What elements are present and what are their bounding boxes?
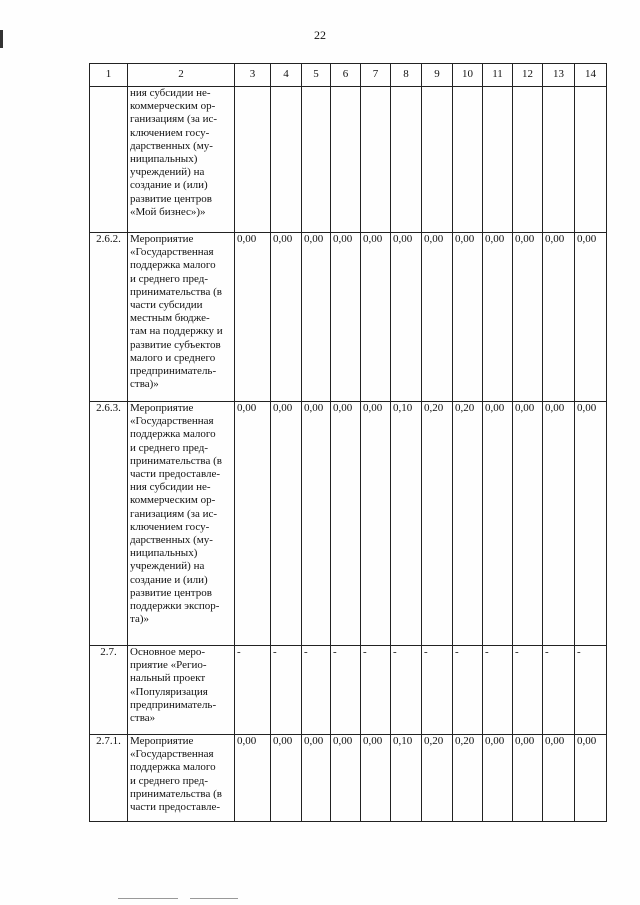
row-code	[90, 87, 128, 233]
value-cell: 0,00	[235, 402, 271, 646]
row-code: 2.7.	[90, 646, 128, 735]
table-row	[90, 233, 607, 402]
value-cell	[235, 87, 271, 233]
value-cell: 0,00	[575, 735, 607, 822]
description-line: принимательства (в	[130, 787, 222, 800]
description-line: местным бюдже-	[130, 312, 210, 325]
row-code: 2.7.1.	[90, 735, 128, 822]
description-line: ства»	[130, 712, 156, 725]
description-line: ганизациям (за ис-	[130, 113, 218, 126]
value-cell: 0,00	[513, 233, 543, 402]
value-cell: 0,00	[331, 233, 361, 402]
description-line: малого и среднего	[130, 351, 216, 364]
description-line: и среднего пред-	[130, 441, 208, 454]
value-cell: 0,00	[302, 402, 331, 646]
value-cell: 0,20	[453, 735, 483, 822]
value-cell: -	[422, 646, 453, 735]
description-line: там на поддержку и	[130, 325, 223, 338]
description-line: части субсидии	[130, 299, 203, 312]
value-cell: -	[453, 646, 483, 735]
description-line: создание и (или)	[130, 573, 208, 586]
scan-footer-rule	[190, 898, 238, 899]
value-cell: 0,00	[575, 402, 607, 646]
value-cell: 0,00	[483, 735, 513, 822]
description-line: «Популяризация	[130, 685, 208, 698]
row-code: 2.6.3.	[90, 402, 128, 646]
value-cell	[271, 87, 302, 233]
description-line: ния субсидии не-	[130, 87, 211, 99]
value-cell: 0,00	[361, 402, 391, 646]
header-cell: 12	[513, 64, 543, 87]
header-cell: 2	[128, 64, 235, 87]
header-cell: 7	[361, 64, 391, 87]
value-cell: 0,10	[391, 402, 422, 646]
row-code: 2.6.2.	[90, 233, 128, 402]
value-cell	[513, 87, 543, 233]
value-cell: 0,00	[513, 402, 543, 646]
value-cell: -	[302, 646, 331, 735]
row-description	[128, 87, 235, 233]
value-cell: 0,00	[302, 233, 331, 402]
value-cell: 0,00	[543, 233, 575, 402]
header-cell: 5	[302, 64, 331, 87]
description-line: ниципальных)	[130, 547, 198, 560]
value-cell	[331, 87, 361, 233]
value-cell: -	[391, 646, 422, 735]
description-line: поддержка малого	[130, 259, 216, 272]
value-cell: -	[575, 646, 607, 735]
description-line: нальный проект	[130, 672, 206, 685]
value-cell	[483, 87, 513, 233]
value-cell	[361, 87, 391, 233]
value-cell: 0,00	[271, 402, 302, 646]
table-row	[90, 735, 607, 822]
description-line: развитие центров	[130, 192, 212, 205]
description-line: принимательства (в	[130, 454, 222, 467]
description-line: учреждений) на	[130, 166, 205, 179]
value-cell: 0,00	[453, 233, 483, 402]
description-line: Мероприятие	[130, 402, 194, 414]
value-cell: 0,00	[513, 735, 543, 822]
value-cell: 0,00	[543, 402, 575, 646]
value-cell: -	[483, 646, 513, 735]
value-cell: -	[235, 646, 271, 735]
value-cell: 0,00	[422, 233, 453, 402]
description-line: Мероприятие	[130, 735, 194, 747]
description-line: предприниматель-	[130, 698, 217, 711]
page-number: 22	[314, 28, 326, 42]
header-cell: 3	[235, 64, 271, 87]
header-cell: 1	[90, 64, 128, 87]
value-cell: 0,00	[543, 735, 575, 822]
header-cell: 6	[331, 64, 361, 87]
description-line: дарственных (му-	[130, 139, 213, 152]
value-cell: 0,00	[483, 233, 513, 402]
description-line: части предоставле-	[130, 468, 221, 481]
header-cell: 8	[391, 64, 422, 87]
value-cell: 0,00	[302, 735, 331, 822]
row-description	[128, 735, 235, 822]
value-cell: 0,00	[575, 233, 607, 402]
header-cell: 10	[453, 64, 483, 87]
value-cell: 0,00	[235, 735, 271, 822]
description-line: та)»	[130, 613, 149, 626]
table-row	[90, 402, 607, 646]
header-cell: 13	[543, 64, 575, 87]
description-line: развитие субъектов	[130, 338, 221, 351]
budget-table	[89, 63, 607, 822]
value-cell	[302, 87, 331, 233]
description-line: и среднего пред-	[130, 774, 208, 787]
value-cell	[453, 87, 483, 233]
header-row	[90, 64, 607, 87]
description-line: «Государственная	[130, 246, 214, 259]
value-cell: 0,00	[391, 233, 422, 402]
header-cell: 11	[483, 64, 513, 87]
description-line: ганизациям (за ис-	[130, 507, 218, 520]
value-cell: 0,00	[331, 735, 361, 822]
value-cell: 0,00	[483, 402, 513, 646]
description-line: поддержки экспор-	[130, 600, 220, 613]
value-cell: -	[543, 646, 575, 735]
header-cell: 9	[422, 64, 453, 87]
description-line: ства)»	[130, 378, 159, 391]
description-line: дарственных (му-	[130, 534, 213, 547]
value-cell: 0,20	[422, 402, 453, 646]
table-row	[90, 87, 607, 233]
description-line: развитие центров	[130, 586, 212, 599]
description-line: приятие «Регио-	[130, 659, 207, 672]
value-cell: 0,00	[235, 233, 271, 402]
description-line: ключением госу-	[130, 126, 210, 139]
value-cell: 0,00	[271, 735, 302, 822]
description-line: «Государственная	[130, 748, 214, 761]
header-cell: 14	[575, 64, 607, 87]
description-line: и среднего пред-	[130, 272, 208, 285]
value-cell	[543, 87, 575, 233]
value-cell: 0,20	[422, 735, 453, 822]
value-cell	[575, 87, 607, 233]
value-cell: 0,00	[331, 402, 361, 646]
value-cell	[391, 87, 422, 233]
description-line: «Государственная	[130, 415, 214, 428]
value-cell: -	[361, 646, 391, 735]
description-line: поддержка малого	[130, 761, 216, 774]
description-line: принимательства (в	[130, 285, 222, 298]
table-row	[90, 646, 607, 735]
description-line: коммерческим ор-	[130, 100, 216, 113]
description-line: предприниматель-	[130, 365, 217, 378]
description-line: ниципальных)	[130, 153, 198, 166]
value-cell	[422, 87, 453, 233]
description-line: ния субсидии не-	[130, 481, 211, 494]
row-description	[128, 402, 235, 646]
value-cell: -	[513, 646, 543, 735]
value-cell: 0,00	[361, 735, 391, 822]
scan-footer-rule	[118, 898, 178, 899]
description-line: Мероприятие	[130, 233, 194, 245]
description-line: части предоставле-	[130, 801, 221, 814]
description-line: учреждений) на	[130, 560, 205, 573]
description-line: Основное меро-	[130, 646, 206, 658]
value-cell: 0,00	[271, 233, 302, 402]
value-cell: 0,10	[391, 735, 422, 822]
description-line: «Мой бизнес»)»	[130, 205, 206, 218]
description-line: ключением госу-	[130, 520, 210, 533]
value-cell: 0,20	[453, 402, 483, 646]
value-cell: 0,00	[361, 233, 391, 402]
row-description	[128, 646, 235, 735]
description-line: создание и (или)	[130, 179, 208, 192]
row-description	[128, 233, 235, 402]
description-line: поддержка малого	[130, 428, 216, 441]
description-line: коммерческим ор-	[130, 494, 216, 507]
value-cell: -	[331, 646, 361, 735]
header-cell: 4	[271, 64, 302, 87]
value-cell: -	[271, 646, 302, 735]
